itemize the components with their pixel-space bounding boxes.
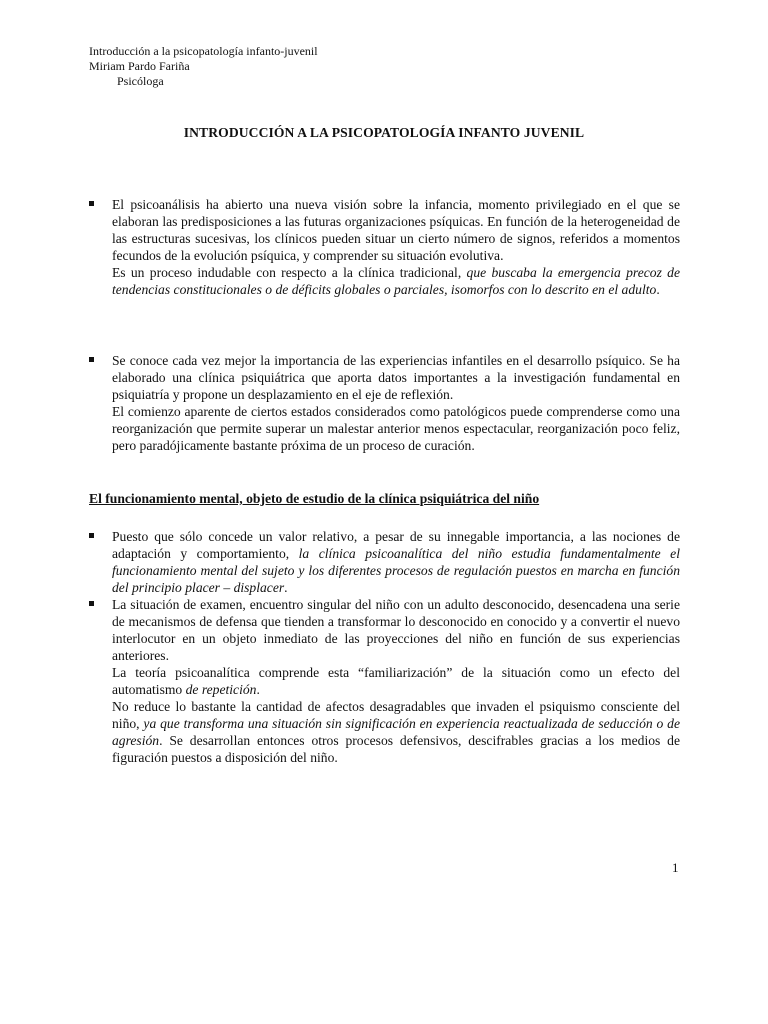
paragraph — [112, 664, 680, 698]
text-run: La teoría psicoanalítica comprende esta “familiarización” de la situación como un efecto del automatismo — [112, 665, 680, 697]
bullet-list-intro — [89, 196, 680, 298]
paragraph — [112, 264, 680, 298]
italic-text-run: la clínica psicoanalítica del niño estudia fundamentalmente el funcionamiento mental del sujeto y los diferentes procesos de regulación puestos en marcha en función del principio placer – displacer — [112, 546, 680, 595]
header-author-name: Miriam Pardo Fariña — [89, 59, 190, 73]
list-item — [89, 196, 680, 298]
square-bullet-icon — [89, 201, 94, 206]
list-item — [89, 596, 680, 766]
page-title: INTRODUCCIÓN A LA PSICOPATOLOGÍA INFANTO JUVENIL — [183, 125, 585, 140]
paragraph: Se conoce cada vez mejor la importancia de las experiencias infantiles en el desarrollo psíquico. Se ha elaborado una clínica psiquiátrica que aporta datos importantes a la investigación fundamental en psiquiatría y propone un desplazamiento en el eje de reflexión. — [112, 353, 680, 402]
text-run: . — [284, 580, 288, 595]
square-bullet-icon — [89, 601, 94, 606]
text-run: . — [256, 682, 260, 697]
text-run: . — [656, 282, 660, 297]
italic-text-run: de repetición — [185, 682, 257, 697]
square-bullet-icon — [89, 533, 94, 538]
list-item — [89, 352, 680, 454]
italic-text-run: que buscaba la emergencia precoz de tendencias constitucionales o de déficits globales o parciales, isomorfos con lo descrito en el adulto — [112, 265, 680, 297]
square-bullet-icon — [89, 357, 94, 362]
paragraph — [112, 528, 680, 596]
paragraph — [112, 698, 680, 766]
text-run: . Se desarrollan entonces otros procesos defensivos, descifrables gracias a los medios de figuración puestos a disposición del niño. — [112, 733, 680, 765]
header-document-title: Introducción a la psicopatología infanto-juvenil — [89, 44, 318, 58]
header-author-role: Psicóloga — [117, 74, 164, 88]
paragraph: La situación de examen, encuentro singular del niño con un adulto desconocido, desencadena una serie de mecanismos de defensa que tienden a transformar lo desconocido en conocido y a convertir el nuevo interlocutor en un objeto inmediato de las proyecciones del niño en función de sus experiencias anteriores. — [112, 597, 680, 663]
bullet-list-mental-functioning — [89, 528, 680, 766]
section-heading: El funcionamiento mental, objeto de estudio de la clínica psiquiátrica del niño — [89, 491, 540, 506]
page-number: 1 — [672, 860, 679, 875]
paragraph: El comienzo aparente de ciertos estados considerados como patológicos puede comprenderse como una reorganización que permite superar un malestar anterior menos espectacular, reorganización poco feliz, pero paradójicamente bastante próxima de un proceso de curación. — [112, 404, 680, 453]
list-item — [89, 528, 680, 596]
text-run: No reduce lo bastante la cantidad de afectos desagradables que invaden el psiquismo consciente del niño, — [112, 699, 680, 731]
bullet-list-intro-2 — [89, 352, 680, 454]
paragraph: El psicoanálisis ha abierto una nueva visión sobre la infancia, momento privilegiado en el que se elaboran las predisposiciones a las futuras organizaciones psíquicas. En función de la heterogeneidad de las estructuras sucesivas, los clínicos pueden situar un cierto número de signos, referidos a momentos fecundos de la evolución psíquica, y comprender su situación evolutiva. — [112, 197, 680, 263]
text-run: Es un proceso indudable con respecto a la clínica tradicional, — [112, 265, 467, 280]
italic-text-run: ya que transforma una situación sin significación en experiencia reactualizada de seducción o de agresión — [112, 716, 680, 748]
running-header — [89, 44, 318, 89]
text-run: Puesto que sólo concede un valor relativo, a pesar de su innegable importancia, a las nociones de adaptación y comportamiento, — [112, 529, 680, 561]
